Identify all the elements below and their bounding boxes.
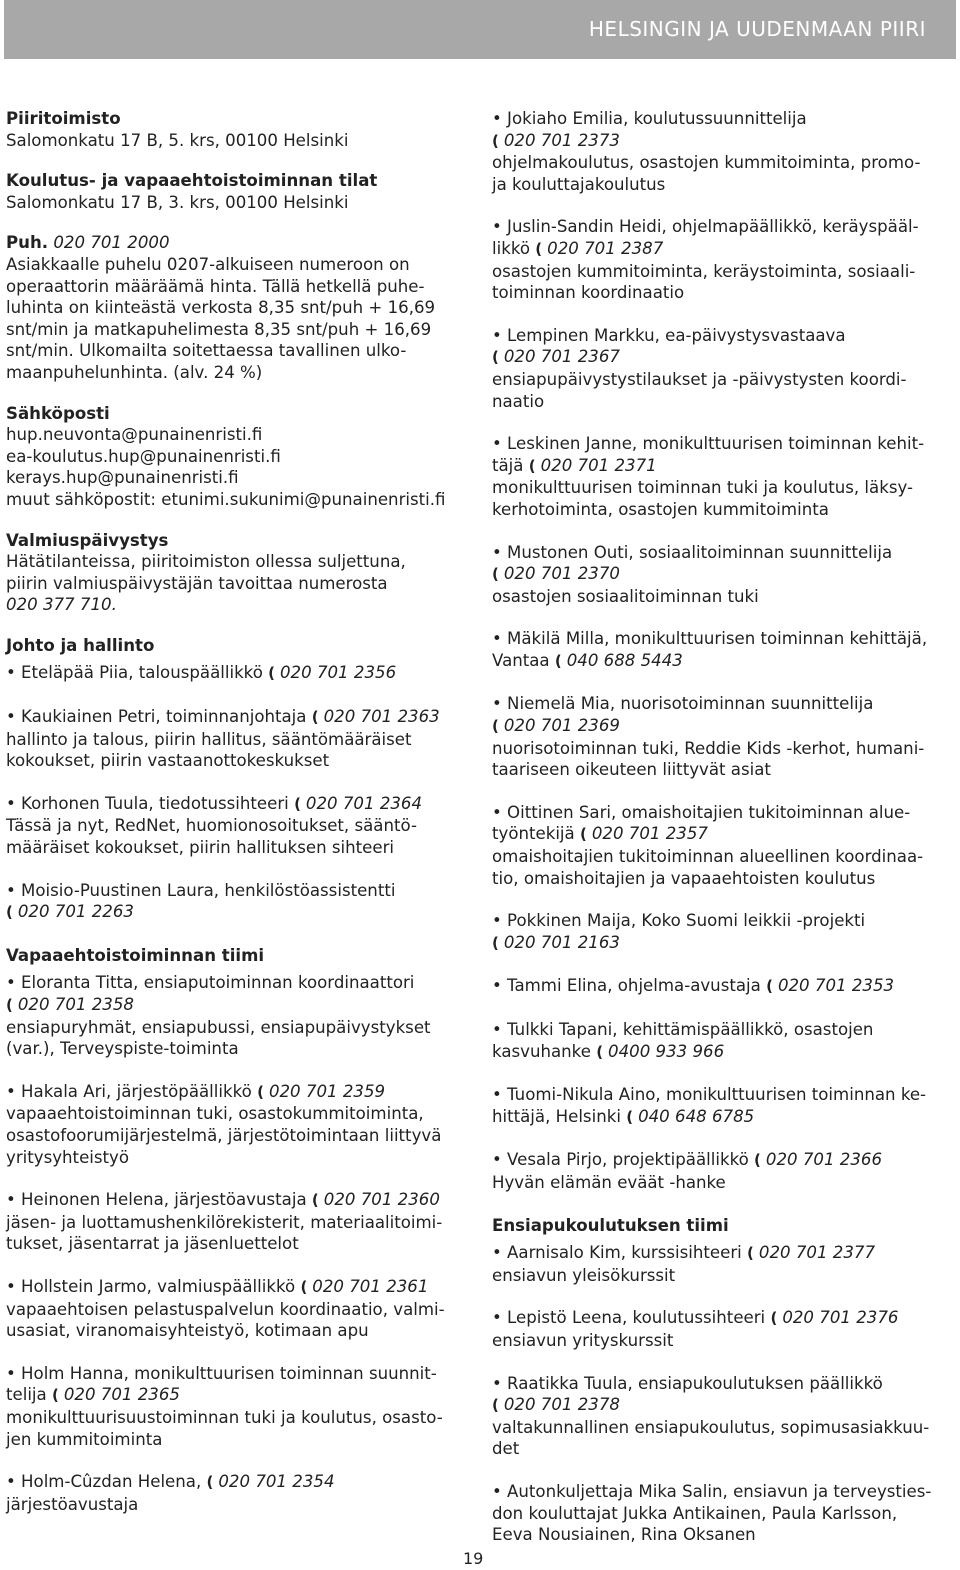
staff-duties: Eeva Nousiainen, Rina Oksanen <box>492 1525 756 1545</box>
staff-duties: kerhotoiminta, osastojen kummitoiminta <box>492 499 829 519</box>
phone-icon: ( <box>294 794 301 813</box>
phone-number: ( 0400 933 966 <box>596 1042 724 1061</box>
staff-entry <box>6 1081 476 1168</box>
staff-entry <box>492 216 954 303</box>
staff-entry <box>6 972 476 1059</box>
phone-label: Puh. <box>6 233 49 253</box>
staff-duties: ja kouluttajakoulutus <box>492 174 666 194</box>
email-address: muut sähköpostit: etunimi.sukunimi@punainenristi.fi <box>6 489 446 509</box>
phone-icon: ( <box>535 239 543 258</box>
staff-name: • Lepistö Leena, koulutussihteeri ( 020 701 2376 <box>492 1307 954 1330</box>
oncall-line: piirin valmiuspäivystäjän tavoittaa numerosta <box>6 573 388 593</box>
phone-number: ( 020 701 2360 <box>312 1190 440 1209</box>
phone-number: ( 020 701 2363 <box>312 707 440 726</box>
staff-phone-line: työntekijä ( 020 701 2357 <box>492 823 954 846</box>
staff-name: • Tuomi-Nikula Aino, monikulttuurisen toiminnan ke- <box>492 1085 927 1105</box>
phone-number: ( 020 701 2373 <box>492 131 620 150</box>
email-address: kerays.hup@punainenristi.fi <box>6 468 239 488</box>
staff-entry <box>6 793 476 859</box>
header-bar <box>4 0 956 59</box>
staff-name: • Aarnisalo Kim, kurssisihteeri ( 020 701 2377 <box>492 1242 954 1265</box>
staff-entry <box>492 1481 954 1546</box>
staff-entry <box>492 1149 954 1193</box>
oncall-heading: Valmiuspäivystys <box>6 530 169 550</box>
staff-name: • Moisio-Puustinen Laura, henkilöstöassistentti <box>6 880 396 900</box>
staff-phone-line: telija ( 020 701 2365 <box>6 1384 476 1407</box>
phone-number: ( 020 701 2357 <box>580 824 708 843</box>
staff-duties: ensiavun yleisökurssit <box>492 1265 676 1285</box>
training-address: Salomonkatu 17 B, 3. krs, 00100 Helsinki <box>6 192 349 212</box>
staff-entry <box>492 910 954 954</box>
phone-icon: ( <box>492 933 499 952</box>
staff-duties: vapaaehtoisen pelastuspalvelun koordinaatio, valmi- <box>6 1299 445 1319</box>
management-list <box>6 662 476 923</box>
staff-duties: ensiavun yrityskurssit <box>492 1330 674 1350</box>
volunteer-section <box>6 945 476 1515</box>
staff-entry <box>6 706 476 772</box>
phone-number: ( 020 701 2369 <box>492 716 620 735</box>
staff-phone-line <box>492 346 954 369</box>
staff-name: • Korhonen Tuula, tiedotussihteeri ( 020 701 2364 <box>6 793 476 816</box>
phone-icon: ( <box>206 1473 214 1492</box>
staff-phone-line: Vantaa ( 040 688 5443 <box>492 650 954 673</box>
staff-list <box>492 108 954 1194</box>
staff-phone-line <box>492 1394 954 1417</box>
email-address: ea-koulutus.hup@punainenristi.fi <box>6 446 281 466</box>
phone-number: ( 020 701 2263 <box>6 902 134 921</box>
staff-name: • Jokiaho Emilia, koulutussuunnittelija <box>492 109 807 128</box>
staff-entry <box>492 1373 954 1460</box>
staff-name: • Juslin-Sandin Heidi, ohjelmapäällikkö, keräyspääl- <box>492 217 919 237</box>
staff-entry <box>492 1242 954 1286</box>
phone-info-line: luhinta on kiinteästä verkosta 8,35 snt/puh + 16,69 <box>6 298 436 318</box>
oncall-line: Hätätilanteissa, piiritoimiston ollessa suljettuna, <box>6 552 406 572</box>
staff-duties: monikulttuurisuustoiminnan tuki ja koulutus, osasto- <box>6 1407 443 1427</box>
phone-icon: ( <box>492 348 499 367</box>
phone-number: ( 020 701 2370 <box>492 564 620 583</box>
staff-entry <box>492 542 954 608</box>
phone-number: ( 020 701 2376 <box>770 1308 898 1327</box>
staff-name: • Hakala Ari, järjestöpäällikkö ( 020 701 2359 <box>6 1081 476 1104</box>
phone-number: ( 020 701 2358 <box>6 995 134 1014</box>
phone-number: ( 020 701 2367 <box>492 347 620 366</box>
phone-number: ( 020 701 2359 <box>257 1082 385 1101</box>
email-list <box>6 424 476 510</box>
phone-icon: ( <box>268 664 275 683</box>
staff-phone-line <box>492 715 954 738</box>
staff-duties: osastofoorumijärjestelmä, järjestötoimintaan liittyvä <box>6 1125 442 1145</box>
staff-name: • Lempinen Markku, ea-päivystysvastaava <box>492 325 846 345</box>
staff-entry <box>6 1471 476 1515</box>
staff-duties: omaishoitajien tukitoiminnan alueellinen koordinaa- <box>492 847 924 867</box>
phone-info-line: maanpuhelunhinta. (alv. 24 %) <box>6 362 263 382</box>
staff-phone-line: hittäjä, Helsinki ( 040 648 6785 <box>492 1106 954 1129</box>
staff-name: • Mäkilä Milla, monikulttuurisen toiminnan kehittäjä, <box>492 629 928 649</box>
page-number: 19 <box>463 1549 484 1568</box>
phone-number: ( 020 701 2163 <box>492 933 620 952</box>
staff-duties: monikulttuurisen toiminnan tuki ja koulutus, läksy- <box>492 478 913 498</box>
phone-icon: ( <box>492 1396 499 1415</box>
training-heading: Koulutus- ja vapaaehtoistoiminnan tilat <box>6 171 378 191</box>
phone-number: ( 020 701 2365 <box>52 1385 180 1404</box>
staff-entry <box>492 1084 954 1128</box>
main-phone-number: 020 701 2000 <box>53 233 170 253</box>
staff-duties: ensiapupäivystystilaukset ja -päivystysten koordi- <box>492 369 907 389</box>
staff-duties: valtakunnallinen ensiapukoulutus, sopimusasiakkuu- <box>492 1417 930 1437</box>
phone-info-line: snt/min ja matkapuhelimesta 8,35 snt/puh + 16,69 <box>6 319 432 339</box>
staff-duties: nuorisotoiminnan tuki, Reddie Kids -kerhot, humani- <box>492 738 925 758</box>
management-heading: Johto ja hallinto <box>6 635 155 655</box>
phone-icon: ( <box>311 1191 319 1210</box>
phone-number: ( 020 701 2356 <box>268 663 396 682</box>
staff-name: • Eteläpää Piia, talouspäällikkö ( 020 701 2356 <box>6 662 476 685</box>
first-aid-heading: Ensiapukoulutuksen tiimi <box>492 1215 729 1235</box>
staff-entry <box>492 108 954 195</box>
staff-name: • Tulkki Tapani, kehittämispäällikkö, osastojen <box>492 1020 874 1039</box>
phone-icon: ( <box>492 131 499 150</box>
phone-icon: ( <box>596 1042 604 1061</box>
phone-number: ( 040 688 5443 <box>555 651 683 670</box>
staff-entry <box>6 880 476 924</box>
phone-info-line: operaattorin määräämä hinta. Tällä hetkellä puhe- <box>6 276 425 296</box>
staff-duties: Tässä ja nyt, RedNet, huomionosoitukset, sääntö- <box>6 816 417 836</box>
staff-phone-line: kasvuhanke ( 0400 933 966 <box>492 1041 954 1064</box>
oncall-number: 020 377 710. <box>6 595 117 615</box>
staff-duties: tio, omaishoitajien ja vapaaehtoisten koulutus <box>492 868 876 888</box>
oncall-text <box>6 551 476 594</box>
staff-duties: määräiset kokoukset, piirin hallituksen sihteeri <box>6 838 395 858</box>
phone-icon: ( <box>754 1151 761 1170</box>
staff-entry <box>492 802 954 889</box>
staff-phone-line <box>6 901 476 924</box>
phone-icon: ( <box>257 1082 264 1101</box>
email-address: hup.neuvonta@punainenristi.fi <box>6 425 263 445</box>
staff-name: • Niemelä Mia, nuorisotoiminnan suunnittelija <box>492 694 874 714</box>
phone-icon: ( <box>492 717 499 736</box>
phone-info-line: Asiakkaalle puhelu 0207-alkuiseen numeroon on <box>6 254 410 274</box>
staff-phone-line <box>492 932 954 955</box>
office-block <box>6 108 476 151</box>
staff-duties: (var.), Terveyspiste-toiminta <box>6 1039 239 1059</box>
phone-icon: ( <box>554 651 562 670</box>
phone-number: ( 020 701 2378 <box>492 1395 620 1414</box>
staff-entry <box>492 975 954 998</box>
phone-number: ( 020 701 2364 <box>294 794 422 813</box>
phone-icon: ( <box>747 1244 754 1263</box>
staff-duties: kokoukset, piirin vastaanottokeskukset <box>6 751 330 771</box>
first-aid-list <box>492 1242 954 1546</box>
phone-number: ( 040 648 6785 <box>626 1107 754 1126</box>
staff-duties: järjestöavustaja <box>6 1494 139 1514</box>
staff-entry <box>492 693 954 780</box>
staff-duties: ohjelmakoulutus, osastojen kummitoiminta, promo- <box>492 153 921 173</box>
staff-phone-line <box>6 994 476 1017</box>
staff-entry <box>492 433 954 520</box>
phone-icon: ( <box>6 903 13 922</box>
staff-name: • Heinonen Helena, järjestöavustaja ( 020 701 2360 <box>6 1189 476 1212</box>
volunteer-list <box>6 972 476 1515</box>
staff-duties: yritysyhteistyö <box>6 1147 130 1167</box>
staff-phone-line: likkö ( 020 701 2387 <box>492 238 954 261</box>
staff-entry <box>492 1019 954 1063</box>
phone-icon: ( <box>300 1277 308 1296</box>
staff-entry <box>492 1307 954 1351</box>
staff-duties: usasiat, viranomaisyhteistyö, kotimaan apu <box>6 1321 369 1341</box>
staff-duties: det <box>492 1439 520 1459</box>
phone-icon: ( <box>6 996 13 1014</box>
staff-name: • Mustonen Outi, sosiaalitoiminnan suunnittelija <box>492 542 893 562</box>
office-heading: Piiritoimisto <box>6 109 121 128</box>
phone-number: ( 020 701 2354 <box>207 1472 335 1491</box>
phone-icon: ( <box>528 456 536 475</box>
phone-info-line: snt/min. Ulkomailta soitettaessa tavallinen ulko- <box>6 341 407 361</box>
phone-icon: ( <box>626 1107 634 1126</box>
staff-phone-line <box>492 130 954 153</box>
staff-name: • Holm Hanna, monikulttuurisen toiminnan suunnit- <box>6 1363 437 1383</box>
staff-name: • Vesala Pirjo, projektipäällikkö ( 020 701 2366 <box>492 1149 954 1172</box>
phone-icon: ( <box>766 977 773 996</box>
right-column <box>492 108 954 1567</box>
staff-name: • Autonkuljettaja Mika Salin, ensiavun ja terveysties- <box>492 1481 932 1501</box>
staff-name: • Eloranta Titta, ensiaputoiminnan koordinaattori <box>6 973 415 993</box>
staff-duties: vapaaehtoistoiminnan tuki, osastokummitoiminta, <box>6 1104 424 1124</box>
staff-duties: osastojen sosiaalitoiminnan tuki <box>492 586 759 606</box>
header-title: HELSINGIN JA UUDENMAAN PIIRI <box>588 17 926 41</box>
staff-entry <box>6 1189 476 1255</box>
staff-duties: ensiapuryhmät, ensiapubussi, ensiapupäivystykset <box>6 1017 431 1037</box>
phone-number: ( 020 701 2353 <box>766 976 894 995</box>
staff-name: • Leskinen Janne, monikulttuurisen toiminnan kehit- <box>492 434 925 454</box>
oncall-block <box>6 530 476 616</box>
staff-duties: taariseen oikeuteen liittyvät asiat <box>492 760 771 780</box>
staff-entry <box>6 1363 476 1450</box>
phone-info-text <box>6 254 476 384</box>
first-aid-section <box>492 1215 954 1546</box>
staff-name: • Oittinen Sari, omaishoitajien tukitoiminnan alue- <box>492 802 911 822</box>
phone-icon: ( <box>311 708 319 727</box>
staff-duties: naatio <box>492 391 545 411</box>
staff-duties: jen kummitoiminta <box>6 1429 163 1449</box>
email-block <box>6 403 476 511</box>
phone-icon: ( <box>579 825 587 844</box>
staff-entry <box>492 628 954 672</box>
left-column <box>6 108 476 1536</box>
staff-duties: Hyvän elämän eväät -hanke <box>492 1172 726 1192</box>
staff-name: • Kaukiainen Petri, toiminnanjohtaja ( 020 701 2363 <box>6 706 476 729</box>
volunteer-heading: Vapaaehtoistoiminnan tiimi <box>6 945 265 965</box>
management-section <box>6 635 476 924</box>
staff-entry <box>492 325 954 412</box>
staff-duties: hallinto ja talous, piirin hallitus, sääntömääräiset <box>6 729 412 749</box>
staff-entry <box>6 1276 476 1342</box>
phone-number: ( 020 701 2361 <box>300 1277 428 1296</box>
phone-number: ( 020 701 2366 <box>754 1150 882 1169</box>
phone-icon: ( <box>52 1386 59 1405</box>
staff-name: • Raatikka Tuula, ensiapukoulutuksen päällikkö <box>492 1373 883 1393</box>
staff-name: • Hollstein Jarmo, valmiuspäällikkö ( 020 701 2361 <box>6 1276 476 1299</box>
staff-duties: osastojen kummitoiminta, keräystoiminta, sosiaali- <box>492 261 916 281</box>
staff-name: • Holm-Cûzdan Helena, ( 020 701 2354 <box>6 1471 476 1494</box>
phone-number: ( 020 701 2387 <box>535 239 663 258</box>
email-heading: Sähköposti <box>6 403 110 423</box>
office-address: Salomonkatu 17 B, 5. krs, 00100 Helsinki <box>6 130 349 150</box>
staff-duties: tukset, jäsentarrat ja jäsenluettelot <box>6 1234 299 1254</box>
staff-entry <box>6 662 476 685</box>
training-block <box>6 170 476 213</box>
staff-phone-line: täjä ( 020 701 2371 <box>492 455 954 478</box>
staff-duties: don kouluttajat Jukka Antikainen, Paula Karlsson, <box>492 1503 898 1523</box>
staff-name: • Pokkinen Maija, Koko Suomi leikkii -projekti <box>492 911 866 931</box>
staff-duties: toiminnan koordinaatio <box>492 283 685 303</box>
staff-phone-line <box>492 563 954 586</box>
phone-number: ( 020 701 2371 <box>529 456 657 475</box>
staff-name: • Tammi Elina, ohjelma-avustaja ( 020 701 2353 <box>492 975 954 998</box>
staff-duties: jäsen- ja luottamushenkilörekisterit, materiaalitoimi- <box>6 1212 443 1232</box>
phone-number: ( 020 701 2377 <box>747 1243 875 1262</box>
phone-block <box>6 232 476 383</box>
phone-icon: ( <box>492 565 499 584</box>
phone-icon: ( <box>770 1309 778 1328</box>
